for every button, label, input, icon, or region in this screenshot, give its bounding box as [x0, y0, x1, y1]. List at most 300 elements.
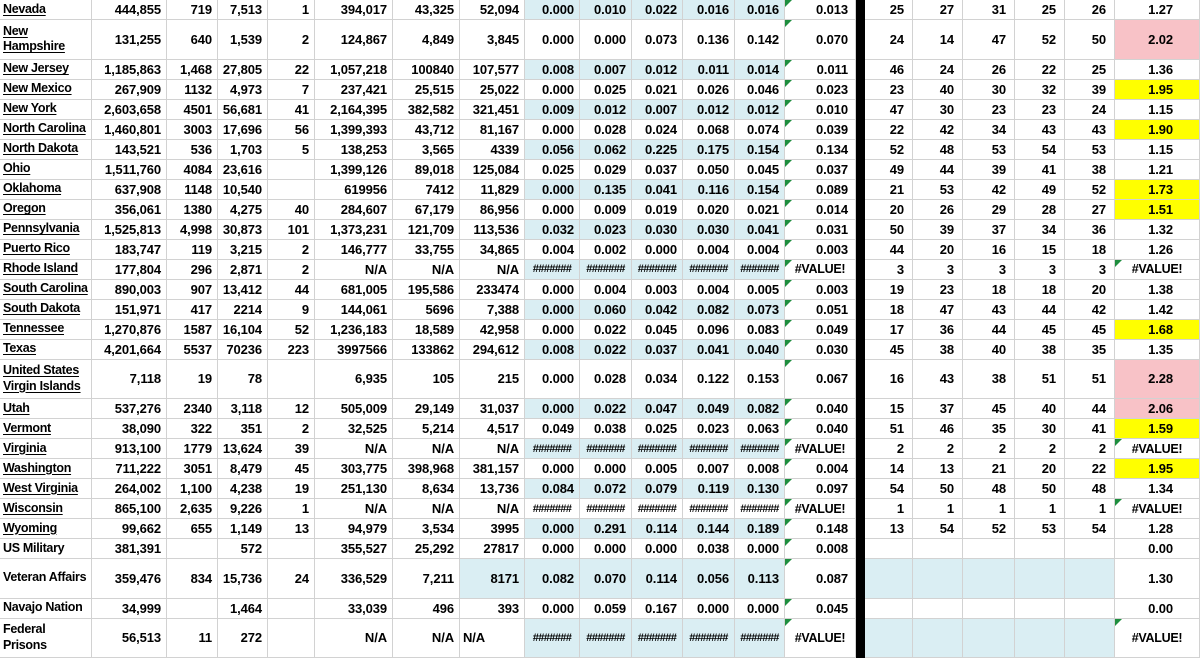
data-cell[interactable]: 537,276: [92, 399, 167, 419]
data-cell[interactable]: [268, 160, 315, 180]
state-link-cell[interactable]: Utah: [0, 399, 92, 419]
data-cell[interactable]: 144,061: [315, 300, 393, 320]
data-cell[interactable]: 1,464: [218, 599, 268, 619]
data-cell[interactable]: N/A: [393, 619, 460, 658]
rate-cell[interactable]: 0.004: [580, 280, 632, 300]
average-cell[interactable]: 0.134: [785, 140, 856, 160]
data-cell[interactable]: 381,391: [92, 539, 167, 559]
rate-cell[interactable]: 0.225: [632, 140, 683, 160]
rank-cell[interactable]: 3: [963, 260, 1015, 280]
data-cell[interactable]: 11: [167, 619, 218, 658]
rank-cell[interactable]: 16: [865, 360, 913, 400]
data-cell[interactable]: [268, 619, 315, 658]
data-cell[interactable]: 264,002: [92, 479, 167, 499]
rank-cell[interactable]: 43: [1015, 120, 1065, 140]
data-cell[interactable]: 121,709: [393, 220, 460, 240]
rank-cell[interactable]: 36: [913, 320, 963, 340]
rate-cell[interactable]: #######: [525, 260, 580, 280]
data-cell[interactable]: N/A: [460, 619, 525, 658]
rank-cell[interactable]: 22: [865, 120, 913, 140]
rate-cell[interactable]: 0.142: [735, 20, 785, 60]
data-cell[interactable]: 8,479: [218, 459, 268, 479]
rate-cell[interactable]: 0.060: [580, 300, 632, 320]
data-cell[interactable]: 33,039: [315, 599, 393, 619]
rank-cell[interactable]: 1: [1065, 499, 1115, 519]
data-cell[interactable]: 1,399,393: [315, 120, 393, 140]
rate-cell[interactable]: 0.021: [735, 200, 785, 220]
rank-cell[interactable]: 23: [1015, 100, 1065, 120]
rate-cell[interactable]: 0.096: [683, 320, 735, 340]
rank-cell[interactable]: 43: [1065, 120, 1115, 140]
rate-cell[interactable]: 0.175: [683, 140, 735, 160]
average-cell[interactable]: 0.031: [785, 220, 856, 240]
data-cell[interactable]: 138,253: [315, 140, 393, 160]
data-cell[interactable]: 25,515: [393, 80, 460, 100]
rank-cell[interactable]: 16: [963, 240, 1015, 260]
rank-cell[interactable]: 18: [865, 300, 913, 320]
ratio-cell[interactable]: 1.30: [1115, 559, 1200, 599]
data-cell[interactable]: 1,057,218: [315, 60, 393, 80]
data-cell[interactable]: 52: [268, 320, 315, 340]
rate-cell[interactable]: 0.038: [683, 539, 735, 559]
ratio-cell[interactable]: 1.51: [1115, 200, 1200, 220]
rank-cell[interactable]: [913, 559, 963, 599]
rank-cell[interactable]: 53: [1065, 140, 1115, 160]
rate-cell[interactable]: 0.056: [525, 140, 580, 160]
data-cell[interactable]: 1,539: [218, 20, 268, 60]
rate-cell[interactable]: 0.034: [632, 360, 683, 400]
rank-cell[interactable]: 24: [865, 20, 913, 60]
rate-cell[interactable]: #######: [580, 260, 632, 280]
data-cell[interactable]: 31,037: [460, 399, 525, 419]
rank-cell[interactable]: 40: [1015, 399, 1065, 419]
rate-cell[interactable]: 0.037: [632, 340, 683, 360]
data-cell[interactable]: 34,999: [92, 599, 167, 619]
data-cell[interactable]: 681,005: [315, 280, 393, 300]
rank-cell[interactable]: 22: [1065, 459, 1115, 479]
data-cell[interactable]: 9,226: [218, 499, 268, 519]
data-cell[interactable]: 2,635: [167, 499, 218, 519]
average-cell[interactable]: #VALUE!: [785, 260, 856, 280]
ratio-cell[interactable]: 1.28: [1115, 519, 1200, 539]
state-link-cell[interactable]: Virginia: [0, 439, 92, 459]
data-cell[interactable]: 4501: [167, 100, 218, 120]
rank-cell[interactable]: 25: [1065, 60, 1115, 80]
rate-cell[interactable]: 0.003: [632, 280, 683, 300]
rate-cell[interactable]: 0.021: [632, 80, 683, 100]
data-cell[interactable]: 38,090: [92, 419, 167, 439]
rank-cell[interactable]: 34: [963, 120, 1015, 140]
data-cell[interactable]: 9: [268, 300, 315, 320]
rank-cell[interactable]: 48: [1065, 479, 1115, 499]
rate-cell[interactable]: 0.082: [525, 559, 580, 599]
rank-cell[interactable]: [913, 599, 963, 619]
data-cell[interactable]: 131,255: [92, 20, 167, 60]
data-cell[interactable]: 711,222: [92, 459, 167, 479]
data-cell[interactable]: 56: [268, 120, 315, 140]
data-cell[interactable]: [268, 599, 315, 619]
rate-cell[interactable]: 0.012: [580, 100, 632, 120]
rank-cell[interactable]: 52: [1065, 180, 1115, 200]
data-cell[interactable]: 1,373,231: [315, 220, 393, 240]
data-cell[interactable]: 89,018: [393, 160, 460, 180]
rate-cell[interactable]: #######: [525, 439, 580, 459]
rank-cell[interactable]: 48: [913, 140, 963, 160]
data-cell[interactable]: 267,909: [92, 80, 167, 100]
rank-cell[interactable]: 27: [1065, 200, 1115, 220]
data-cell[interactable]: 11,829: [460, 180, 525, 200]
ratio-cell[interactable]: 2.06: [1115, 399, 1200, 419]
rank-cell[interactable]: 47: [865, 100, 913, 120]
average-cell[interactable]: 0.148: [785, 519, 856, 539]
rate-cell[interactable]: 0.000: [525, 519, 580, 539]
rate-cell[interactable]: 0.056: [683, 559, 735, 599]
data-cell[interactable]: 2340: [167, 399, 218, 419]
data-cell[interactable]: 8,634: [393, 479, 460, 499]
rate-cell[interactable]: 0.026: [683, 80, 735, 100]
rank-cell[interactable]: 13: [865, 519, 913, 539]
data-cell[interactable]: 5696: [393, 300, 460, 320]
rank-cell[interactable]: 20: [1015, 459, 1065, 479]
rank-cell[interactable]: 3: [1015, 260, 1065, 280]
rank-cell[interactable]: 42: [963, 180, 1015, 200]
rate-cell[interactable]: 0.041: [683, 340, 735, 360]
state-link-cell[interactable]: Nevada: [0, 0, 92, 20]
rank-cell[interactable]: 54: [865, 479, 913, 499]
rank-cell[interactable]: 44: [865, 240, 913, 260]
rate-cell[interactable]: 0.000: [580, 20, 632, 60]
average-cell[interactable]: 0.011: [785, 60, 856, 80]
rank-cell[interactable]: 41: [1065, 419, 1115, 439]
data-cell[interactable]: 44: [268, 280, 315, 300]
data-cell[interactable]: 303,775: [315, 459, 393, 479]
data-cell[interactable]: 505,009: [315, 399, 393, 419]
data-cell[interactable]: 294,612: [460, 340, 525, 360]
rank-cell[interactable]: 14: [865, 459, 913, 479]
data-cell[interactable]: 444,855: [92, 0, 167, 20]
average-cell[interactable]: #VALUE!: [785, 499, 856, 519]
rate-cell[interactable]: #######: [735, 619, 785, 658]
data-cell[interactable]: 4339: [460, 140, 525, 160]
rank-cell[interactable]: 39: [1065, 80, 1115, 100]
rate-cell[interactable]: 0.000: [525, 200, 580, 220]
rate-cell[interactable]: 0.062: [580, 140, 632, 160]
rank-cell[interactable]: [1015, 539, 1065, 559]
data-cell[interactable]: 19: [167, 360, 218, 400]
data-cell[interactable]: 105: [393, 360, 460, 400]
data-cell[interactable]: 321,451: [460, 100, 525, 120]
rate-cell[interactable]: #######: [632, 619, 683, 658]
data-cell[interactable]: 1,525,813: [92, 220, 167, 240]
data-cell[interactable]: 4,973: [218, 80, 268, 100]
rank-cell[interactable]: 51: [1065, 360, 1115, 400]
data-cell[interactable]: N/A: [460, 499, 525, 519]
rate-cell[interactable]: #######: [525, 499, 580, 519]
data-cell[interactable]: [268, 539, 315, 559]
rank-cell[interactable]: 30: [1015, 419, 1065, 439]
data-cell[interactable]: [268, 360, 315, 400]
rank-cell[interactable]: 35: [1065, 340, 1115, 360]
rank-cell[interactable]: 2: [913, 439, 963, 459]
rate-cell[interactable]: 0.000: [632, 539, 683, 559]
data-cell[interactable]: 81,167: [460, 120, 525, 140]
rank-cell[interactable]: 2: [865, 439, 913, 459]
data-cell[interactable]: 536: [167, 140, 218, 160]
rank-cell[interactable]: 29: [963, 200, 1015, 220]
rate-cell[interactable]: 0.025: [525, 160, 580, 180]
rate-cell[interactable]: 0.022: [580, 399, 632, 419]
data-cell[interactable]: 13,736: [460, 479, 525, 499]
data-cell[interactable]: 496: [393, 599, 460, 619]
data-cell[interactable]: 1779: [167, 439, 218, 459]
rank-cell[interactable]: 17: [865, 320, 913, 340]
rate-cell[interactable]: 0.010: [580, 0, 632, 20]
rank-cell[interactable]: 54: [1065, 519, 1115, 539]
rate-cell[interactable]: 0.025: [632, 419, 683, 439]
rate-cell[interactable]: #######: [735, 260, 785, 280]
ratio-cell[interactable]: 1.34: [1115, 479, 1200, 499]
data-cell[interactable]: 417: [167, 300, 218, 320]
rate-cell[interactable]: 0.042: [632, 300, 683, 320]
ratio-cell[interactable]: 1.59: [1115, 419, 1200, 439]
rank-cell[interactable]: [913, 619, 963, 658]
data-cell[interactable]: 1: [268, 0, 315, 20]
rate-cell[interactable]: 0.023: [683, 419, 735, 439]
rank-cell[interactable]: 2: [963, 439, 1015, 459]
rate-cell[interactable]: 0.167: [632, 599, 683, 619]
rate-cell[interactable]: 0.049: [525, 419, 580, 439]
average-cell[interactable]: 0.008: [785, 539, 856, 559]
data-cell[interactable]: 6,935: [315, 360, 393, 400]
rate-cell[interactable]: 0.068: [683, 120, 735, 140]
rank-cell[interactable]: 36: [1065, 220, 1115, 240]
data-cell[interactable]: 356,061: [92, 200, 167, 220]
data-cell[interactable]: N/A: [393, 439, 460, 459]
state-link-cell[interactable]: Puerto Rico: [0, 240, 92, 260]
rank-cell[interactable]: [1065, 599, 1115, 619]
data-cell[interactable]: 22: [268, 60, 315, 80]
rank-cell[interactable]: 45: [865, 340, 913, 360]
data-cell[interactable]: 43,712: [393, 120, 460, 140]
rate-cell[interactable]: 0.000: [632, 240, 683, 260]
rate-cell[interactable]: 0.028: [580, 360, 632, 400]
rank-cell[interactable]: [865, 599, 913, 619]
rate-cell[interactable]: 0.000: [525, 120, 580, 140]
data-cell[interactable]: 2: [268, 20, 315, 60]
rank-cell[interactable]: 26: [1065, 0, 1115, 20]
rate-cell[interactable]: 0.000: [525, 539, 580, 559]
data-cell[interactable]: 251,130: [315, 479, 393, 499]
rate-cell[interactable]: 0.136: [683, 20, 735, 60]
average-cell[interactable]: 0.089: [785, 180, 856, 200]
state-link-cell[interactable]: North Dakota: [0, 140, 92, 160]
ratio-cell[interactable]: 1.21: [1115, 160, 1200, 180]
rank-cell[interactable]: 43: [913, 360, 963, 400]
data-cell[interactable]: 3051: [167, 459, 218, 479]
rate-cell[interactable]: 0.000: [525, 80, 580, 100]
rate-cell[interactable]: 0.023: [580, 220, 632, 240]
ratio-cell[interactable]: 1.15: [1115, 140, 1200, 160]
data-cell[interactable]: N/A: [315, 260, 393, 280]
rank-cell[interactable]: 1: [1015, 499, 1065, 519]
rank-cell[interactable]: 42: [1065, 300, 1115, 320]
rank-cell[interactable]: 43: [963, 300, 1015, 320]
ratio-cell[interactable]: 1.73: [1115, 180, 1200, 200]
rank-cell[interactable]: [865, 559, 913, 599]
state-link-cell[interactable]: North Carolina: [0, 120, 92, 140]
state-link-cell[interactable]: Pennsylvania: [0, 220, 92, 240]
data-cell[interactable]: 183,747: [92, 240, 167, 260]
rate-cell[interactable]: 0.114: [632, 519, 683, 539]
data-cell[interactable]: 637,908: [92, 180, 167, 200]
ratio-cell[interactable]: 1.68: [1115, 320, 1200, 340]
rank-cell[interactable]: 40: [963, 340, 1015, 360]
rank-cell[interactable]: 54: [1015, 140, 1065, 160]
data-cell[interactable]: N/A: [460, 260, 525, 280]
rank-cell[interactable]: 35: [963, 419, 1015, 439]
state-link-cell[interactable]: Ohio: [0, 160, 92, 180]
rank-cell[interactable]: 18: [1065, 240, 1115, 260]
data-cell[interactable]: 1: [268, 499, 315, 519]
rate-cell[interactable]: #######: [632, 260, 683, 280]
data-cell[interactable]: 907: [167, 280, 218, 300]
data-cell[interactable]: [268, 180, 315, 200]
data-cell[interactable]: 13,412: [218, 280, 268, 300]
rank-cell[interactable]: 53: [913, 180, 963, 200]
rank-cell[interactable]: 18: [963, 280, 1015, 300]
data-cell[interactable]: 2214: [218, 300, 268, 320]
rank-cell[interactable]: [913, 539, 963, 559]
data-cell[interactable]: N/A: [315, 499, 393, 519]
data-cell[interactable]: 27817: [460, 539, 525, 559]
rank-cell[interactable]: 44: [963, 320, 1015, 340]
rate-cell[interactable]: 0.040: [735, 340, 785, 360]
state-link-cell[interactable]: West Virginia: [0, 479, 92, 499]
rate-cell[interactable]: 0.084: [525, 479, 580, 499]
data-cell[interactable]: N/A: [393, 499, 460, 519]
rank-cell[interactable]: 3: [913, 260, 963, 280]
data-cell[interactable]: N/A: [393, 260, 460, 280]
data-cell[interactable]: 2,871: [218, 260, 268, 280]
data-cell[interactable]: [167, 539, 218, 559]
rank-cell[interactable]: 45: [963, 399, 1015, 419]
data-cell[interactable]: 1587: [167, 320, 218, 340]
rate-cell[interactable]: 0.028: [580, 120, 632, 140]
rate-cell[interactable]: 0.114: [632, 559, 683, 599]
rate-cell[interactable]: 0.000: [580, 539, 632, 559]
data-cell[interactable]: 2: [268, 240, 315, 260]
data-cell[interactable]: N/A: [315, 439, 393, 459]
rate-cell[interactable]: 0.113: [735, 559, 785, 599]
data-cell[interactable]: 113,536: [460, 220, 525, 240]
rate-cell[interactable]: 0.029: [580, 160, 632, 180]
data-cell[interactable]: 195,586: [393, 280, 460, 300]
rank-cell[interactable]: 31: [963, 0, 1015, 20]
average-cell[interactable]: 0.004: [785, 459, 856, 479]
data-cell[interactable]: 4084: [167, 160, 218, 180]
rate-cell[interactable]: 0.008: [735, 459, 785, 479]
data-cell[interactable]: 7: [268, 80, 315, 100]
data-cell[interactable]: 890,003: [92, 280, 167, 300]
state-link-cell[interactable]: South Carolina: [0, 280, 92, 300]
rank-cell[interactable]: 25: [865, 0, 913, 20]
rank-cell[interactable]: [1015, 559, 1065, 599]
rate-cell[interactable]: 0.000: [525, 360, 580, 400]
average-cell[interactable]: 0.087: [785, 559, 856, 599]
rank-cell[interactable]: [1065, 539, 1115, 559]
rank-cell[interactable]: 52: [963, 519, 1015, 539]
data-cell[interactable]: 119: [167, 240, 218, 260]
data-cell[interactable]: 719: [167, 0, 218, 20]
data-cell[interactable]: 1,468: [167, 60, 218, 80]
rate-cell[interactable]: #######: [735, 439, 785, 459]
rate-cell[interactable]: 0.000: [525, 20, 580, 60]
data-cell[interactable]: 572: [218, 539, 268, 559]
data-cell[interactable]: 2: [268, 260, 315, 280]
rank-cell[interactable]: 49: [1015, 180, 1065, 200]
data-cell[interactable]: 359,476: [92, 559, 167, 599]
rate-cell[interactable]: #######: [683, 260, 735, 280]
data-cell[interactable]: 56,681: [218, 100, 268, 120]
rank-cell[interactable]: 54: [913, 519, 963, 539]
rate-cell[interactable]: 0.073: [632, 20, 683, 60]
rate-cell[interactable]: 0.000: [525, 599, 580, 619]
data-cell[interactable]: 4,849: [393, 20, 460, 60]
data-cell[interactable]: 381,157: [460, 459, 525, 479]
rank-cell[interactable]: 48: [963, 479, 1015, 499]
state-link-cell[interactable]: Washington: [0, 459, 92, 479]
average-cell[interactable]: 0.013: [785, 0, 856, 20]
rank-cell[interactable]: 37: [913, 399, 963, 419]
rank-cell[interactable]: [963, 599, 1015, 619]
rate-cell[interactable]: 0.049: [683, 399, 735, 419]
data-cell[interactable]: 398,968: [393, 459, 460, 479]
data-cell[interactable]: 7,211: [393, 559, 460, 599]
rank-cell[interactable]: 40: [913, 80, 963, 100]
data-cell[interactable]: 3997566: [315, 340, 393, 360]
data-cell[interactable]: 56,513: [92, 619, 167, 658]
data-cell[interactable]: 15,736: [218, 559, 268, 599]
rank-cell[interactable]: 47: [913, 300, 963, 320]
rank-cell[interactable]: [1065, 619, 1115, 658]
ratio-cell[interactable]: 2.02: [1115, 20, 1200, 60]
rank-cell[interactable]: 45: [1065, 320, 1115, 340]
rank-cell[interactable]: 23: [963, 100, 1015, 120]
data-cell[interactable]: 2,164,395: [315, 100, 393, 120]
average-cell[interactable]: 0.097: [785, 479, 856, 499]
data-cell[interactable]: 43,325: [393, 0, 460, 20]
rate-cell[interactable]: 0.037: [632, 160, 683, 180]
rank-cell[interactable]: 2: [1065, 439, 1115, 459]
average-cell[interactable]: 0.003: [785, 280, 856, 300]
rate-cell[interactable]: 0.008: [525, 60, 580, 80]
rate-cell[interactable]: 0.038: [580, 419, 632, 439]
rate-cell[interactable]: 0.045: [632, 320, 683, 340]
rank-cell[interactable]: 26: [913, 200, 963, 220]
data-cell[interactable]: 4,998: [167, 220, 218, 240]
rate-cell[interactable]: 0.130: [735, 479, 785, 499]
ratio-cell[interactable]: 2.28: [1115, 360, 1200, 400]
rate-cell[interactable]: 0.046: [735, 80, 785, 100]
rank-cell[interactable]: 50: [865, 220, 913, 240]
rate-cell[interactable]: 0.041: [632, 180, 683, 200]
data-cell[interactable]: 233474: [460, 280, 525, 300]
rank-cell[interactable]: 47: [963, 20, 1015, 60]
rate-cell[interactable]: 0.153: [735, 360, 785, 400]
rate-cell[interactable]: #######: [735, 499, 785, 519]
rate-cell[interactable]: 0.011: [683, 60, 735, 80]
rate-cell[interactable]: #######: [525, 619, 580, 658]
